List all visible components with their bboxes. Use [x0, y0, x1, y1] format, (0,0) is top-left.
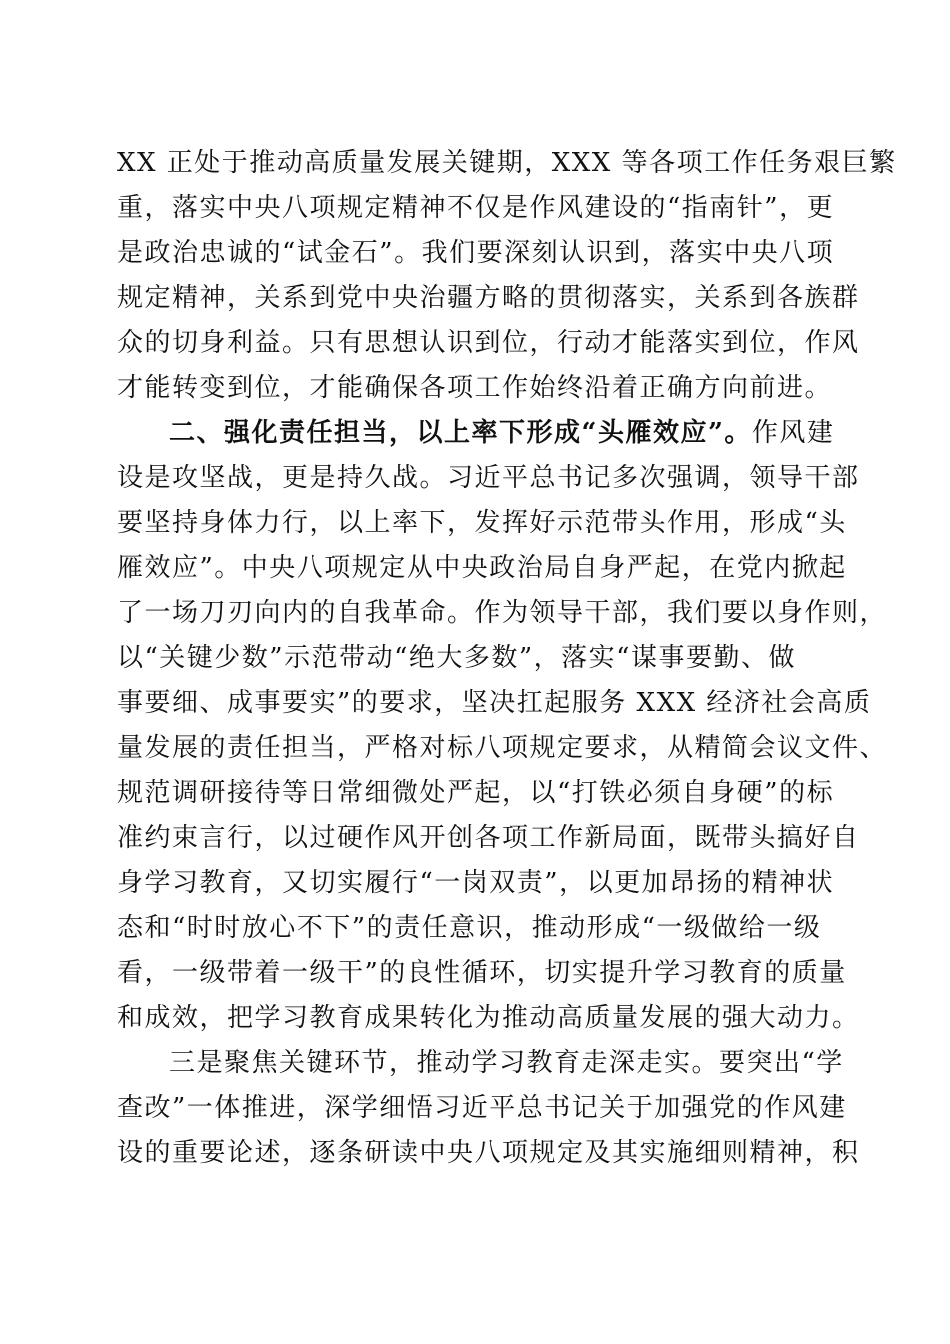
text-line: XX 正处于推动高质量发展关键期，XXX 等各项工作任务艰巨繁	[117, 148, 897, 178]
text-line: 才能转变到位，才能确保各项工作始终沿着正确方向前进。	[117, 373, 833, 403]
text-line: 设的重要论述，逐条研读中央八项规定及其实施细则精神，积	[117, 1138, 860, 1168]
text-line: 雁效应”。中央八项规定从中央政治局自身严起，在党内掀起	[117, 553, 847, 583]
text-line: 三是聚焦关键环节，推动学习教育走深走实。要突出“学	[169, 1048, 844, 1078]
text-line: 设是攻坚战，更是持久战。习近平总书记多次强调，领导干部	[117, 463, 860, 493]
text-line: 看，一级带着一级干”的良性循环，切实提升学习教育的质量	[117, 958, 847, 988]
text-line: 规范调研接待等日常细微处严起，以“打铁必须自身硬”的标	[117, 778, 835, 808]
text-line: 要坚持身体力行，以上率下，发挥好示范带头作用，形成“头	[117, 508, 847, 538]
section-heading: 二、强化责任担当，以上率下形成“头雁效应”。	[169, 418, 752, 448]
text-line: 了一场刀刃向内的自我革命。作为领导干部，我们要以身作则，	[117, 598, 888, 628]
text-line: 规定精神，关系到党中央治疆方略的贯彻落实，关系到各族群	[117, 283, 860, 313]
text-line: 身学习教育，又切实履行“一岗双责”，以更加昂扬的精神状	[117, 868, 835, 898]
text-line: 准约束言行，以过硬作风开创各项工作新局面，既带头搞好自	[117, 823, 860, 853]
text-line: 和成效，把学习教育成果转化为推动高质量发展的强大动力。	[117, 1003, 860, 1033]
text-line: 查改”一体推进，深学细悟习近平总书记关于加强党的作风建	[117, 1093, 847, 1123]
paragraph-3	[117, 1041, 860, 1176]
text-line: 是政治忠诚的“试金石”。我们要深刻认识到，落实中央八项	[117, 238, 835, 268]
text-line: 重，落实中央八项规定精神不仅是作风建设的“指南针”，更	[117, 193, 835, 223]
text-line: 事要细、成事要实”的要求，坚决扛起服务 XXX 经济社会高质	[117, 688, 872, 718]
text-line: 态和“时时放心不下”的责任意识，推动形成“一级做给一级	[117, 913, 822, 943]
text-line	[117, 411, 835, 456]
text-line: 众的切身利益。只有思想认识到位，行动才能落实到位，作风	[117, 328, 860, 358]
paragraph-2	[117, 411, 888, 1041]
text-line: 量发展的责任担当，严格对标八项规定要求，从精简会议文件、	[117, 733, 888, 763]
text-line: 以“关键少数”示范带动“绝大多数”，落实“谋事要勤、做	[117, 643, 796, 673]
document-body	[117, 141, 897, 1176]
paragraph-1	[117, 141, 897, 411]
heading-line-rest: 作风建	[751, 418, 835, 448]
